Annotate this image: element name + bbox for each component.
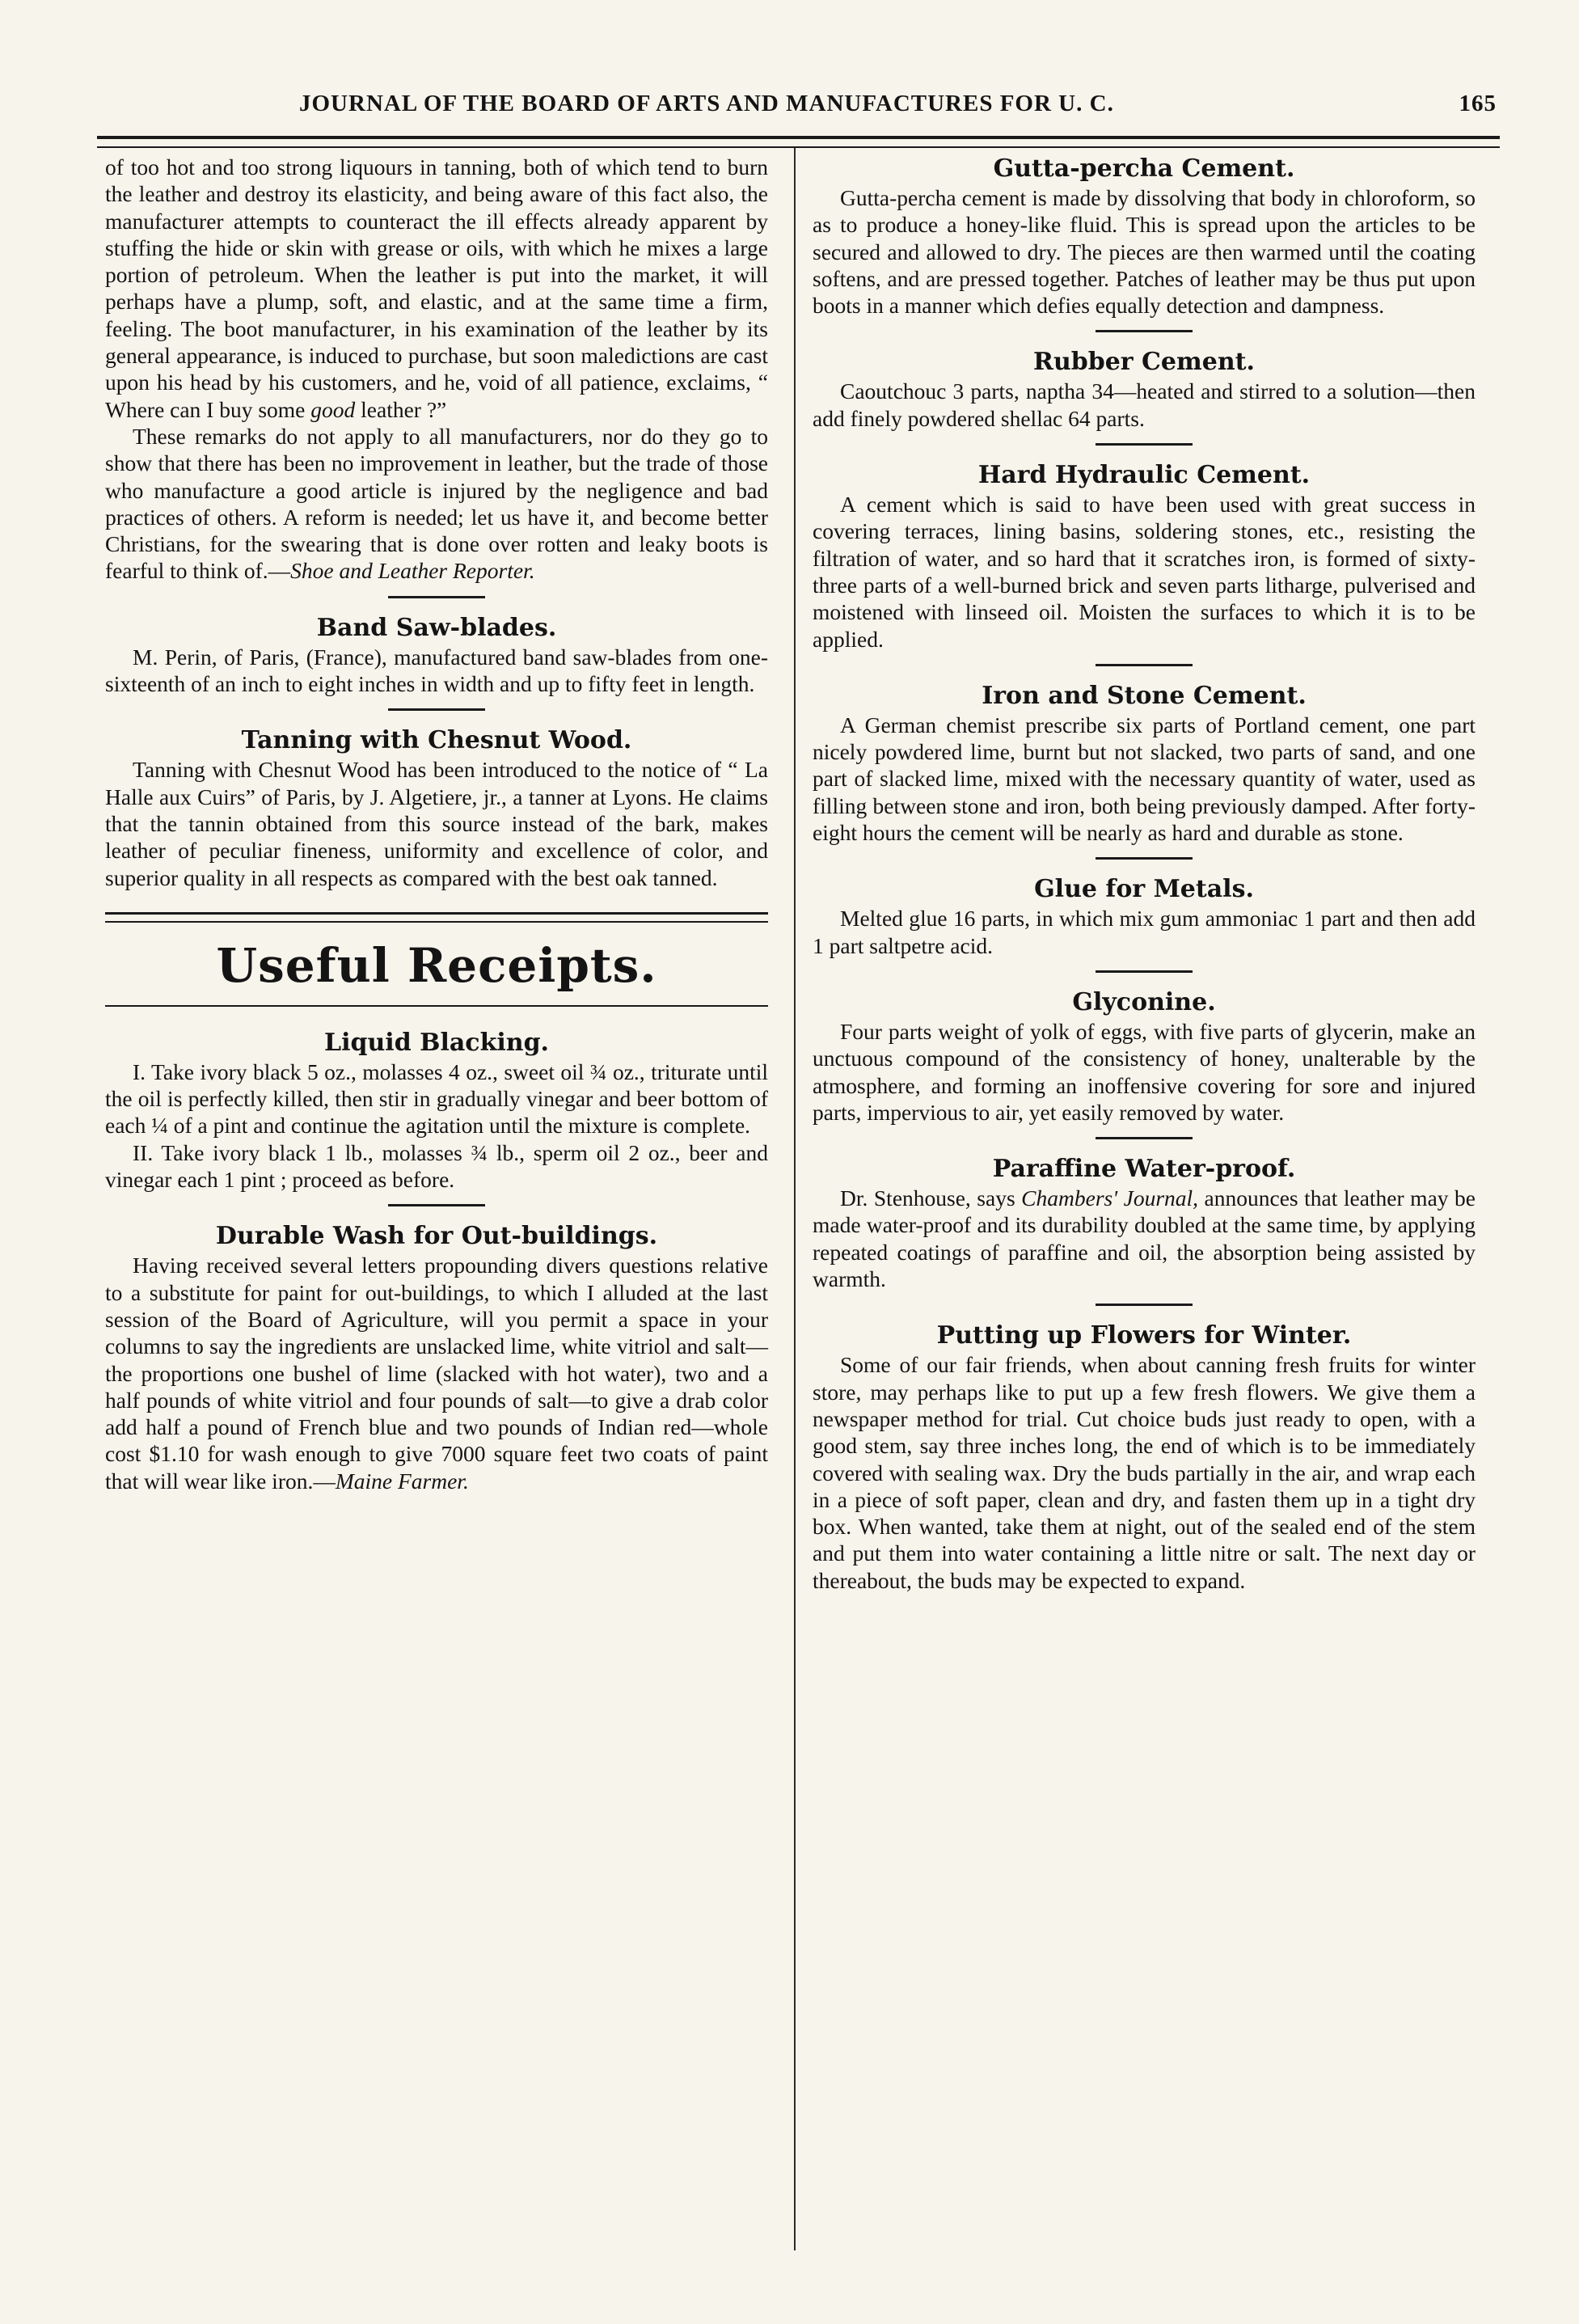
durable-wash-text: Having received several letters propounding divers questions relative to a substitute for paint for out-buildings, to which I alluded at the last session of the Board of Agriculture, will you permit a space in your columns to say the ingredients are unslacked lime, white vitriol and salt—the proportions one bushel of lime (slacked with hot water), two and a half pounds of white vitriol and four pounds of salt—to give a drab color add half a pound of French blue and two pounds of Indian red—whole cost $1.10 for wash enough to give 7000 square feet two coats of paint that will wear like iron.—Maine Farmer. <box>105 1253 768 1494</box>
section-divider <box>1096 443 1193 446</box>
liquid-blacking-recipe-1: I. Take ivory black 5 oz., molasses 4 oz., sweet oil ¾ oz., triturate until the oil is perfectly killed, then stir in gradually vinegar and beer bottom of each ¼ of a pint and continue the agitation until the mixture is complete. <box>105 1058 768 1139</box>
banner-rule-top <box>105 912 768 923</box>
banner-rule-bottom <box>105 1005 768 1007</box>
right-column <box>813 154 1476 1594</box>
glyconine-title: Glyconine. <box>1072 987 1216 1016</box>
page-header <box>97 81 1500 129</box>
glue-metals-title: Glue for Metals. <box>1034 875 1254 904</box>
section-divider <box>1096 330 1193 332</box>
article-source: Maine Farmer. <box>335 1468 469 1494</box>
page-number: 165 <box>1459 91 1497 116</box>
section-divider <box>1096 970 1193 973</box>
iron-stone-cement-text: A German chemist prescribe six parts of Portland cement, one part nicely powdered lime, burnt but not slacked, two parts of sand, and one part of slacked lime, mixed with the necessary quantity of water, used as filling between stone and iron, both being previously damped. After forty-eight hours the cement will be nearly as hard and durable as stone. <box>813 712 1476 846</box>
hydraulic-cement-text: A cement which is said to have been used with great success in covering terraces, lining basins, soldering stones, etc., resisting the filtration of water, and so hard that it scratches iron, is formed of sixty-three parts of a well-burned brick and seven parts litharge, pulverised and moistened with linseed oil. Moisten the surfaces to which it is to be applied. <box>813 492 1476 652</box>
gutta-percha-title: Gutta-percha Cement. <box>993 154 1295 183</box>
gutta-percha-text: Gutta-percha cement is made by dissolving that body in chloroform, so as to produce a honey-like fluid. This is spread upon the articles to be secured and allowed to dry. The pieces are then warmed until the coating softens, and are pressed together. Patches of leather may be thus put upon boots in a manner which defies equally detection and dampness. <box>813 185 1476 319</box>
liquid-blacking-title: Liquid Blacking. <box>324 1028 549 1057</box>
column-divider <box>794 148 796 2250</box>
section-divider <box>388 1204 485 1206</box>
section-divider <box>1096 1304 1193 1306</box>
paraffine-text: Dr. Stenhouse, says Chambers' Journal, announces that leather may be made water-proof and its durability doubled at the same time, by applying repeated coatings of paraffine and oil, the absorption being assisted by warmth. <box>813 1185 1476 1292</box>
liquid-blacking-recipe-2: II. Take ivory black 1 lb., molasses ¾ lb., sperm oil 2 oz., beer and vinegar each 1 pint ; proceed as before. <box>105 1139 768 1193</box>
iron-stone-cement-title: Iron and Stone Cement. <box>982 681 1307 710</box>
section-divider <box>388 708 485 711</box>
paraffine-title: Paraffine Water-proof. <box>992 1155 1296 1184</box>
hydraulic-cement-title: Hard Hydraulic Cement. <box>977 461 1311 490</box>
section-divider <box>1096 857 1193 860</box>
glyconine-text: Four parts weight of yolk of eggs, with five parts of glycerin, make an unctuous compound of the consistency of honey, unalterable by the atmosphere, and forming an inoffensive covering for sore and injured parts, impervious to air, yet easily removed by water. <box>813 1018 1476 1125</box>
left-column <box>105 154 768 1494</box>
tanning-text: Tanning with Chesnut Wood has been introduced to the notice of “ La Halle aux Cuirs” of Paris, by J. Algetiere, jr., a tanner at Lyons. He claims that the tannin obtained from this source instead of the bark, makes leather of peculiar fineness, uniformity and excellence of color, and superior quality in all respects as compared with the best oak tanned. <box>105 757 768 890</box>
flowers-winter-title: Putting up Flowers for Winter. <box>936 1321 1352 1350</box>
flowers-winter-text: Some of our fair friends, when about canning fresh fruits for winter store, may perhaps like to put up a few fresh flowers. We give them a newspaper method for trial. Cut choice buds just ready to open, with a good stem, say three inches long, the end of which is to be immediately covered with sealing wax. Dry the buds partially in the air, and wrap each in a piece of soft paper, clean and dry, and fasten them up in a tight dry box. When wanted, take them at night, out of the sealed end of the stem and put them into water containing a little nitre or salt. The next day or thereabout, the buds may be expected to expand. <box>813 1352 1476 1593</box>
rubber-cement-title: Rubber Cement. <box>1033 348 1255 377</box>
useful-receipts-banner: Useful Receipts. <box>216 937 657 993</box>
band-saw-text: M. Perin, of Paris, (France), manufactured band saw-blades from one-sixteenth of an inch to eight inches in width and up to fifty feet in length. <box>105 644 768 697</box>
durable-wash-title: Durable Wash for Out-buildings. <box>215 1222 658 1251</box>
running-title: JOURNAL OF THE BOARD OF ARTS AND MANUFACTURES FOR U. C. <box>299 91 1114 116</box>
section-divider <box>388 596 485 598</box>
rubber-cement-text: Caoutchouc 3 parts, naptha 34—heated and stirred to a solution—then add finely powdered shellac 64 parts. <box>813 378 1476 431</box>
section-divider <box>1096 664 1193 666</box>
article-source: Shoe and Leather Reporter. <box>290 558 535 584</box>
glue-metals-text: Melted glue 16 parts, in which mix gum ammoniac 1 part and then add 1 part saltpetre acid. <box>813 906 1476 958</box>
band-saw-title: Band Saw-blades. <box>316 613 557 642</box>
tanning-title: Tanning with Chesnut Wood. <box>241 726 632 755</box>
section-divider <box>1096 1137 1193 1139</box>
leather-article-paragraph: of too hot and too strong liquours in tanning, both of which tend to burn the leather and destroy its elasticity, and being aware of this fact also, the manufacturer attempts to counteract the ill effects already apparent by stuffing the hide or skin with grease or oils, with which he mixes a large portion of petroleum. When the leather is put into the market, it will perhaps have a plump, soft, and elastic, and at the same time a firm, feeling. The boot manufacturer, in his examination of the leather by its general appearance, is induced to purchase, but soon maledictions are cast upon his head by his customers, and he, void of all patience, exclaims, “ Where can I buy some good leather ?” <box>105 154 768 422</box>
header-rule <box>97 136 1500 148</box>
leather-article-conclusion: These remarks do not apply to all manufacturers, nor do they go to show that there has been no improvement in leather, but the trade of those who manufacture a good article is injured by the negligence and bad practices of others. A reform is needed; let us have it, and become better Christians, for the swearing that is done over rotten and leaky boots is fearful to think of.—Shoe and Leather Reporter. <box>105 423 768 584</box>
